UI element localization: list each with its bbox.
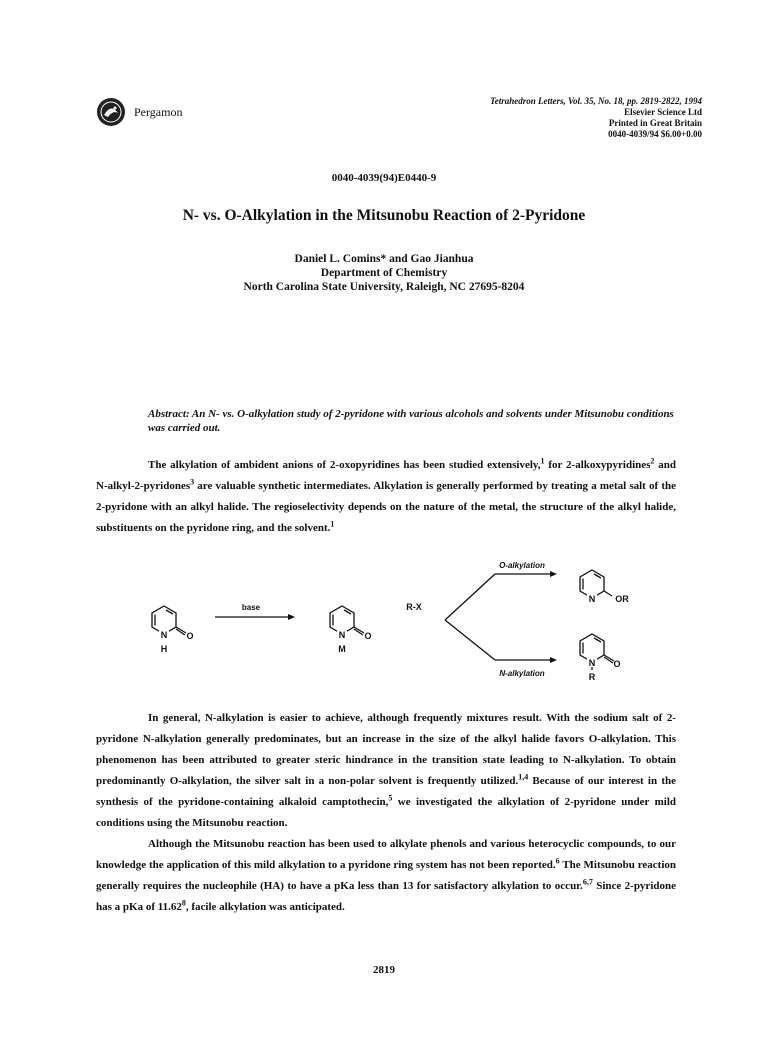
svg-text:OR: OR: [615, 594, 629, 604]
reference: 1,4: [518, 772, 529, 782]
svg-text:H: H: [160, 644, 168, 654]
abstract-text: An N- vs. O-alkylation study of 2-pyridone with various alcohols and solvents under Mitsunobu conditions was carried out.: [148, 408, 674, 434]
department: Department of Chemistry: [320, 267, 448, 279]
page-number: 2819: [373, 964, 395, 976]
svg-text:R: R: [588, 672, 596, 682]
abstract: [148, 407, 688, 435]
publisher-name: Pergamon: [134, 105, 183, 119]
o-alkylation-label: O-alkylation: [499, 561, 545, 570]
reference: 1: [540, 456, 545, 466]
reference: 2: [650, 456, 655, 466]
svg-text:O: O: [186, 631, 194, 641]
reference: 6: [555, 856, 560, 866]
reference: 6,7: [582, 877, 593, 887]
reference: 1: [330, 519, 335, 529]
pergamon-logo-icon: [96, 97, 126, 127]
svg-text:O: O: [613, 659, 621, 669]
article-title: N- vs. O-Alkylation in the Mitsunobu Reaction of 2-Pyridone: [182, 207, 586, 224]
doi: 0040-4039(94)E0440-9: [331, 172, 437, 184]
reference: 3: [190, 477, 195, 487]
reagent-label: R-X: [406, 602, 422, 612]
authors: Daniel L. Comins* and Gao Jianhua: [294, 253, 474, 265]
svg-text:O: O: [364, 631, 372, 641]
abstract-label: Abstract:: [148, 408, 190, 420]
n-alkylation-label: N-alkylation: [499, 669, 545, 678]
base-label: base: [241, 603, 261, 612]
reference: 5: [388, 793, 393, 803]
reaction-scheme: [120, 560, 680, 690]
printed-line: Printed in Great Britain: [608, 118, 702, 128]
author-block: [0, 252, 768, 294]
paragraph-3: Although the Mitsunobu reaction has been used to alkylate phenols and various heterocyclic compounds, to our knowledge the application of this mild alkylation to a pyridone ring system has not been reported.$^6$ The Mitsunobu reaction generally requires the nucleophile (HA) to have a pKa less than 13 for satisfactory alkylation to occur.$^{6,7}$ Since 2-pyridone has a pKa of 11.62$^8$, facile alkylation was anticipated.: [96, 838, 676, 913]
reference: 8: [181, 898, 186, 908]
journal-citation: Tetrahedron Letters, Vol. 35, No. 18, pp. 2819-2822, 1994: [490, 96, 702, 106]
svg-text:N: N: [338, 630, 346, 640]
svg-text:N: N: [588, 658, 596, 668]
paragraph-2: In general, N-alkylation is easier to achieve, although frequently mixtures result. With the sodium salt of 2-pyridone N-alkylation generally predominates, but an increase in the size of the alkyl halide favors O-alkylation. This phenomenon has been attributed to greater steric hindrance in the transition state leading to N-alkylation. To obtain predominantly O-alkylation, the silver salt in a non-polar solvent is frequently utilized.$^{1,4}$ Because of our interest in the synthesis of the pyridone-containing alkaloid camptothecin,$^5$ we investigated the alkylation of 2-pyridone under mild conditions using the Mitsunobu reaction.: [96, 712, 676, 829]
svg-text:N: N: [588, 594, 596, 604]
price-line: 0040-4039/94 $6.00+0.00: [608, 129, 702, 139]
paragraph-1: The alkylation of ambident anions of 2-oxopyridines has been studied extensively,$^1$ for 2-alkoxypyridines$^2$ and N-alkyl-2-pyridones$^3$ are valuable synthetic intermediates. Alkylation is generally performed by treating a metal salt of the 2-pyridone with an alkyl halide. The regioselectivity depends on the nature of the metal, the structure of the alkyl halide, substituents on the pyridone ring, and the solvent.$^1$: [96, 456, 676, 534]
svg-text:N: N: [160, 630, 168, 640]
publisher-line: Elsevier Science Ltd: [624, 107, 702, 117]
svg-text:M: M: [338, 644, 346, 654]
institution: North Carolina State University, Raleigh, NC 27695-8204: [243, 281, 525, 293]
